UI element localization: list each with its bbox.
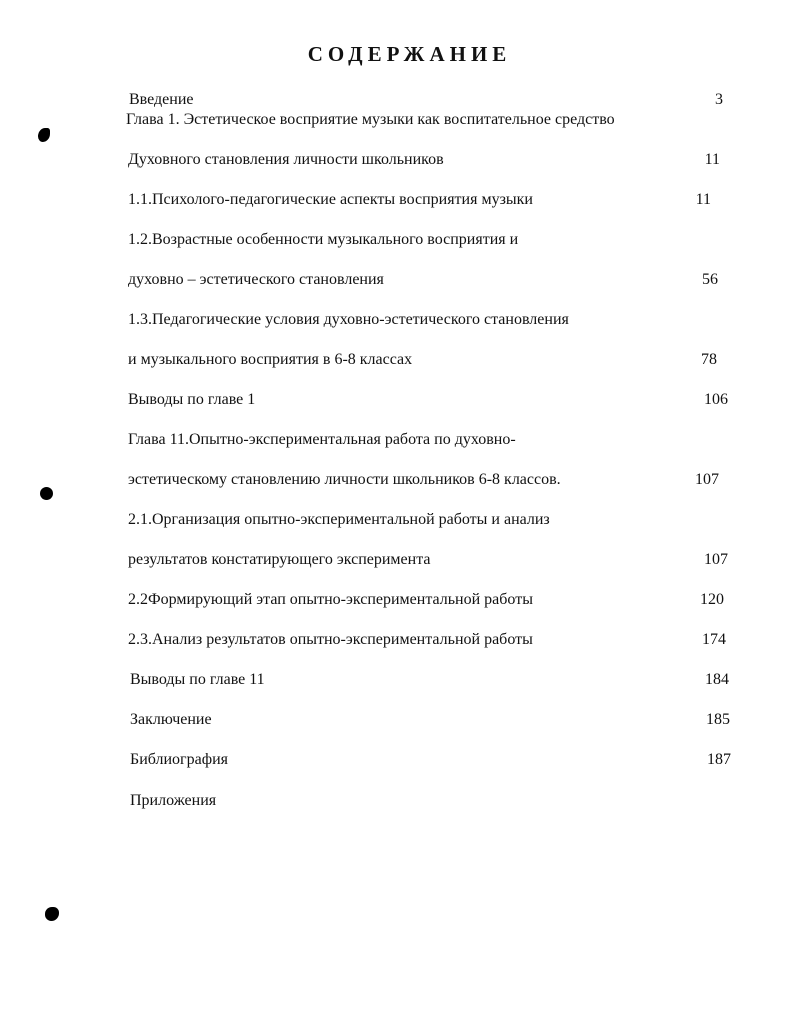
toc-entry-page: 107 [695,471,719,488]
toc-entry-page: 106 [704,391,728,408]
toc-entry-page: 11 [704,151,720,168]
toc-entry-text: результатов констатирующего эксперимента [128,551,431,568]
toc-entry-page: 3 [715,91,723,108]
toc-entry [0,269,799,291]
toc-entry-text: и музыкального восприятия в 6-8 классах [128,351,413,368]
punch-hole-mark [38,128,50,142]
toc-entry-text: Духовного становления личности школьников [128,151,444,168]
punch-hole-mark [45,907,59,921]
toc-entry-text: Заключение [130,711,212,728]
toc-entry [0,89,799,111]
toc-entry [0,749,799,771]
toc-entry [0,429,799,451]
toc-entry [0,589,799,611]
toc-entry [0,149,799,171]
toc-entry-page: 174 [702,631,726,648]
toc-entry-text: Приложения [130,792,217,809]
toc-entry [0,509,799,531]
toc-entry [0,189,799,211]
toc-entry [0,349,799,371]
toc-entry [0,109,799,131]
toc-entry [0,629,799,651]
toc-entry-text: Библиография [130,751,228,768]
page-title: СОДЕРЖАНИЕ [307,42,512,66]
toc-entry [0,669,799,691]
toc-entry-text: Введение [129,91,194,108]
toc-entry-page: 185 [706,711,730,728]
toc-entry-text: духовно – эстетического становления [128,271,384,288]
toc-entry [0,549,799,571]
toc-entry-text: 2.1.Организация опытно-экспериментальной работы и анализ [128,511,550,528]
toc-entry [0,469,799,491]
toc-entry [0,389,799,411]
toc-entry-text: эстетическому становлению личности школьников 6-8 классов. [128,471,561,488]
toc-entry [0,709,799,731]
toc-entry-text: 2.2Формирующий этап опытно-экспериментальной работы [128,591,533,608]
toc-entry [0,229,799,251]
toc-entry [0,309,799,331]
toc-entry [0,790,799,812]
toc-entry-page: 187 [707,751,731,768]
toc-entry-page: 11 [695,191,711,208]
toc-entry-page: 107 [704,551,728,568]
toc-entry-text: Глава 11.Опытно-экспериментальная работа по духовно- [128,431,516,448]
toc-entry-text: Выводы по главе 1 [128,391,256,408]
punch-hole-mark [40,487,53,500]
toc-entry-page: 78 [701,351,717,368]
toc-entry-text: 1.3.Педагогические условия духовно-эстетического становления [128,311,569,328]
toc-entry-page: 120 [700,591,724,608]
toc-entry-text: 2.3.Анализ результатов опытно-экспериментальной работы [128,631,533,648]
toc-entry-text: Выводы по главе 11 [130,671,265,688]
toc-entry-text: 1.1.Психолого-педагогические аспекты восприятия музыки [128,191,533,208]
toc-entry-text: 1.2.Возрастные особенности музыкального восприятия и [128,231,519,248]
toc-entry-text: Глава 1. Эстетическое восприятие музыки как воспитательное средство [126,111,615,128]
toc-entry-page: 56 [702,271,718,288]
toc-entry-page: 184 [705,671,729,688]
